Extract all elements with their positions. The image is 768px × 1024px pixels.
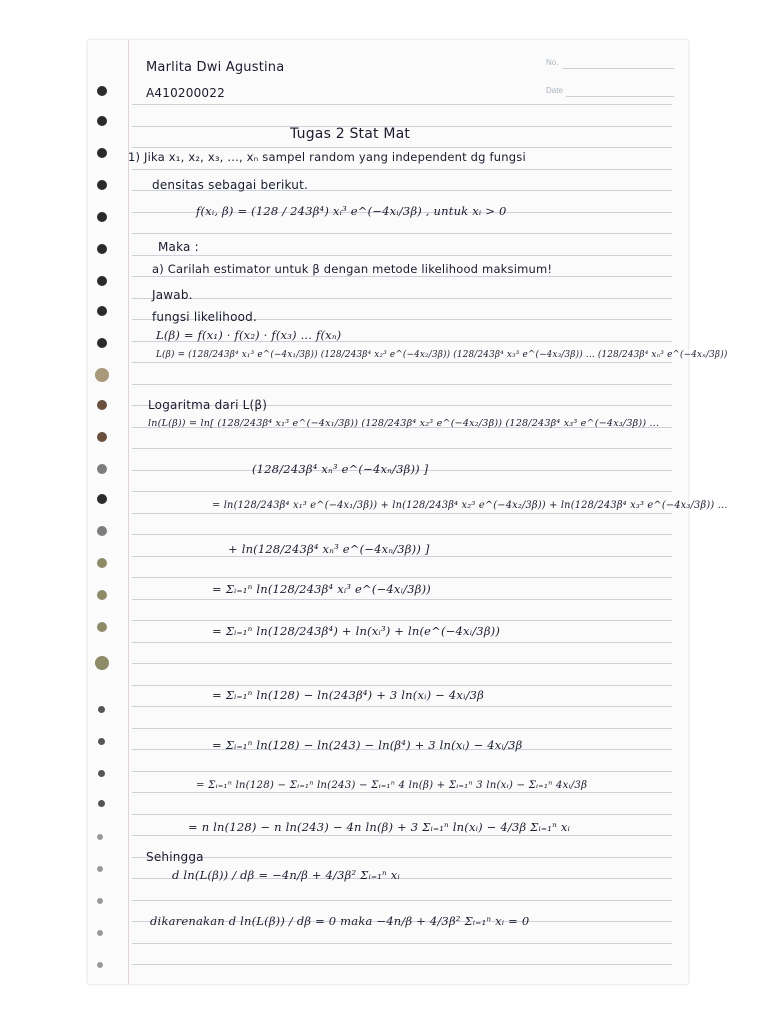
step-sigma-5: = Σᵢ₌₁ⁿ ln(128) − Σᵢ₌₁ⁿ ln(243) − Σᵢ₌₁ⁿ 4 ln(β) + Σᵢ₌₁ⁿ 3 ln(xᵢ) − Σᵢ₌₁ⁿ 4xᵢ/3β xyxy=(196,780,588,791)
binder-hole xyxy=(97,306,107,316)
binder-hole xyxy=(97,558,107,568)
date-label: Date xyxy=(546,86,563,95)
ruled-line xyxy=(132,599,672,600)
binder-hole xyxy=(95,368,109,382)
ruled-line xyxy=(132,298,672,299)
ruled-line xyxy=(132,642,672,643)
binder-hole xyxy=(97,930,103,936)
sehingga-label: Sehingga xyxy=(146,850,204,864)
binder-hole xyxy=(97,400,107,410)
date-field-line xyxy=(566,96,674,97)
step-sigma-3: = Σᵢ₌₁ⁿ ln(128) − ln(243β⁴) + 3 ln(xᵢ) − 4xᵢ/3β xyxy=(212,688,485,702)
step-sigma-4: = Σᵢ₌₁ⁿ ln(128) − ln(243) − ln(β⁴) + 3 ln(xᵢ) − 4xᵢ/3β xyxy=(212,738,523,752)
binder-hole xyxy=(97,338,107,348)
binder-hole xyxy=(97,834,103,840)
answer-label: Jawab. xyxy=(152,288,193,302)
assignment-title: Tugas 2 Stat Mat xyxy=(290,126,411,142)
ruled-line xyxy=(132,534,672,535)
ruled-line xyxy=(132,685,672,686)
likelihood-heading: fungsi likelihood. xyxy=(152,310,258,324)
step-sum-of-logs: = ln(128/243β⁴ x₁³ e^(−4x₁/3β)) + ln(128/243β⁴ x₂³ e^(−4x₂/3β)) + ln(128/243β⁴ x₃³ e^(−4x₃/3β)) ... xyxy=(212,500,728,511)
log-likelihood-cont: (128/243β⁴ xₙ³ e^(−4xₙ/3β)) ] xyxy=(252,462,429,476)
log-likelihood: ln(L(β)) = ln[ (128/243β⁴ x₁³ e^(−4x₁/3β)) (128/243β⁴ x₂³ e^(−4x₂/3β)) (128/243β⁴ x₃³ e^(−4x₃/3β)) ... xyxy=(148,418,660,429)
binder-hole xyxy=(97,244,107,254)
binder-hole xyxy=(97,526,107,536)
binder-hole xyxy=(97,962,103,968)
ruled-line xyxy=(132,964,672,965)
binder-hole xyxy=(97,116,107,126)
step-sigma-2: = Σᵢ₌₁ⁿ ln(128/243β⁴) + ln(xᵢ³) + ln(e^(−4xᵢ/3β)) xyxy=(212,624,501,638)
binder-hole xyxy=(97,590,107,600)
ruled-line xyxy=(132,169,672,170)
no-label: No. xyxy=(546,58,559,67)
ruled-line xyxy=(132,728,672,729)
binder-hole xyxy=(97,180,107,190)
ruled-line xyxy=(132,491,672,492)
ruled-line xyxy=(132,814,672,815)
likelihood-expanded: L(β) = (128/243β⁴ x₁³ e^(−4x₁/3β)) (128/243β⁴ x₂³ e^(−4x₂/3β)) (128/243β⁴ x₃³ e^(−4x₃/3β)) ... (128/243β⁴ xₙ³ e^(−4xₙ/3β)) xyxy=(156,350,728,360)
ruled-line xyxy=(132,147,672,148)
ruled-line xyxy=(132,706,672,707)
binder-hole xyxy=(97,494,107,504)
ruled-line xyxy=(132,233,672,234)
binder-hole xyxy=(97,866,103,872)
binder-hole xyxy=(97,148,107,158)
ruled-line xyxy=(132,663,672,664)
student-id: A410200022 xyxy=(146,86,225,100)
ruled-line xyxy=(132,943,672,944)
ruled-line xyxy=(132,362,672,363)
binder-hole xyxy=(98,770,105,777)
no-field-line xyxy=(562,68,674,69)
ruled-line xyxy=(132,857,672,858)
ruled-line xyxy=(132,384,672,385)
binder-hole xyxy=(97,464,107,474)
step-sigma-1: = Σᵢ₌₁ⁿ ln(128/243β⁴ xᵢ³ e^(−4xᵢ/3β)) xyxy=(212,582,431,596)
ruled-line xyxy=(132,577,672,578)
problem-statement: 1) Jika x₁, x₂, x₃, ..., xₙ sampel random yang independent dg fungsi xyxy=(128,150,526,164)
derivative: d ln(L(β)) / dβ = −4n/β + 4/3β² Σᵢ₌₁ⁿ xᵢ xyxy=(172,868,400,882)
ruled-line xyxy=(132,104,672,105)
ruled-line xyxy=(132,513,672,514)
binder-hole xyxy=(97,432,107,442)
binder-hole xyxy=(97,86,107,96)
binder-hole xyxy=(95,656,109,670)
binder-hole xyxy=(97,622,107,632)
ruled-line xyxy=(132,255,672,256)
ruled-line xyxy=(132,448,672,449)
problem-statement-cont: densitas sebagai berikut. xyxy=(152,178,309,192)
student-name: Marlita Dwi Agustina xyxy=(146,60,285,75)
ruled-line xyxy=(132,900,672,901)
binder-hole xyxy=(98,738,105,745)
ruled-line xyxy=(132,792,672,793)
log-heading: Logaritma dari L(β) xyxy=(148,398,268,412)
ruled-line xyxy=(132,835,672,836)
maka-label: Maka : xyxy=(158,240,199,254)
question-a: a) Carilah estimator untuk β dengan metode likelihood maksimum! xyxy=(152,262,553,276)
binder-hole xyxy=(97,276,107,286)
step-sum-of-logs-cont: + ln(128/243β⁴ xₙ³ e^(−4xₙ/3β)) ] xyxy=(228,542,430,556)
ruled-line xyxy=(132,556,672,557)
binder-hole xyxy=(97,212,107,222)
density-function: f(xᵢ, β) = (128 / 243β⁴) xᵢ³ e^(−4xᵢ/3β) , untuk xᵢ > 0 xyxy=(196,204,507,218)
margin-line xyxy=(128,40,129,984)
ruled-line xyxy=(132,771,672,772)
likelihood-product: L(β) = f(x₁) · f(x₂) · f(x₃) ... f(xₙ) xyxy=(156,328,342,342)
binder-hole xyxy=(97,898,103,904)
step-simplified: = n ln(128) − n ln(243) − 4n ln(β) + 3 Σᵢ₌₁ⁿ ln(xᵢ) − 4/3β Σᵢ₌₁ⁿ xᵢ xyxy=(188,820,571,834)
binder-hole xyxy=(98,800,105,807)
derivative-zero: dikarenakan d ln(L(β)) / dβ = 0 maka −4n/β + 4/3β² Σᵢ₌₁ⁿ xᵢ = 0 xyxy=(150,914,530,928)
binder-hole xyxy=(98,706,105,713)
ruled-line xyxy=(132,276,672,277)
ruled-line xyxy=(132,620,672,621)
